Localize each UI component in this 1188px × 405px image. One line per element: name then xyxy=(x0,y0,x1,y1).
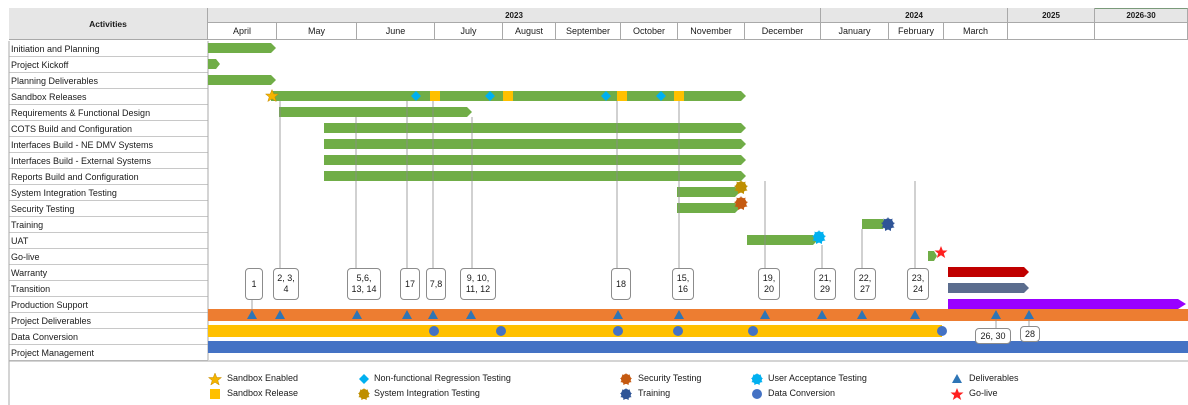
data-conversion-circle-icon xyxy=(613,326,623,336)
legend-nfr-testing-label: Non-functional Regression Testing xyxy=(374,373,511,383)
activity-project-kickoff: Project Kickoff xyxy=(9,57,208,73)
legend-sandbox-release-square-icon xyxy=(210,389,220,399)
legend-sit-gear-icon xyxy=(358,388,370,400)
activity-reports-build: Reports Build and Configuration xyxy=(9,169,208,185)
activity-warranty: Warranty xyxy=(9,265,208,281)
month-september: September xyxy=(556,23,621,40)
deliverable-callout: 15, 16 xyxy=(672,268,694,300)
activity-initiation-and-planning: Initiation and Planning xyxy=(9,41,208,57)
activity-go-live: Go-live xyxy=(9,249,208,265)
legend-uat-gear-icon xyxy=(751,373,763,385)
month-february: February xyxy=(889,23,944,40)
deliverable-callout: 1 xyxy=(245,268,263,300)
activity-interfaces-external: Interfaces Build - External Systems xyxy=(9,153,208,169)
legend-security-testing-label: Security Testing xyxy=(638,373,702,383)
sandbox-release-square-icon xyxy=(430,91,440,101)
data-conversion-circle-icon xyxy=(673,326,683,336)
deliverable-callout: 19, 20 xyxy=(758,268,780,300)
bar-sit xyxy=(677,187,740,197)
year-2023: 2023 xyxy=(208,8,821,23)
bar-production-support xyxy=(948,299,1186,309)
data-conversion-circle-icon xyxy=(937,326,947,336)
training-gear-icon xyxy=(881,217,895,231)
activity-sandbox-releases: Sandbox Releases xyxy=(9,89,208,105)
year-2024: 2024 xyxy=(821,8,1008,23)
activity-cots-build: COTS Build and Configuration xyxy=(9,121,208,137)
deliverable-callout: 28 xyxy=(1020,326,1040,342)
activity-planning-deliverables: Planning Deliverables xyxy=(9,73,208,89)
bar-security-testing xyxy=(677,203,740,213)
deliverable-callout: 21, 29 xyxy=(814,268,836,300)
legend-go-live-star-icon xyxy=(951,388,964,400)
activity-interfaces-ne-dmv: Interfaces Build - NE DMV Systems xyxy=(9,137,208,153)
legend-nfr-diamond-icon xyxy=(359,374,369,384)
bar-project-kickoff xyxy=(208,59,220,69)
month-december: December xyxy=(745,23,821,40)
data-conversion-circle-icon xyxy=(748,326,758,336)
activity-system-integration-testing: System Integration Testing xyxy=(9,185,208,201)
bar-interfaces-external xyxy=(324,155,746,165)
data-conversion-circle-icon xyxy=(496,326,506,336)
activity-uat: UAT xyxy=(9,233,208,249)
deliverable-callout: 23, 24 xyxy=(907,268,929,300)
bar-reports-build xyxy=(324,171,746,181)
bar-project-management xyxy=(208,341,1188,353)
activity-project-management: Project Management xyxy=(9,345,208,361)
year-2025: 2025 xyxy=(1008,8,1095,23)
bar-uat xyxy=(747,235,818,245)
activity-production-support: Production Support xyxy=(9,297,208,313)
sandbox-release-square-icon xyxy=(503,91,513,101)
bar-warranty xyxy=(948,267,1029,277)
month-june: June xyxy=(357,23,435,40)
deliverable-callout: 18 xyxy=(611,268,631,300)
month-october: October xyxy=(621,23,678,40)
deliverable-callout: 17 xyxy=(400,268,420,300)
legend-go-live-label: Go-live xyxy=(969,388,998,398)
legend-deliverable-triangle-icon xyxy=(952,374,962,383)
bar-initiation-planning xyxy=(208,43,276,53)
deliverable-callout: 22, 27 xyxy=(854,268,876,300)
legend-security-gear-icon xyxy=(620,373,632,385)
legend-sit-label: System Integration Testing xyxy=(374,388,480,398)
bar-go-live xyxy=(928,251,937,261)
sandbox-release-square-icon xyxy=(674,91,684,101)
month-january: January xyxy=(821,23,889,40)
bar-planning-deliverables xyxy=(208,75,276,85)
activity-training: Training xyxy=(9,217,208,233)
legend-deliverables-label: Deliverables xyxy=(969,373,1019,383)
deliverable-callout: 9, 10, 11, 12 xyxy=(460,268,496,300)
deliverable-callout: 26, 30 xyxy=(975,328,1011,344)
activity-data-conversion: Data Conversion xyxy=(9,329,208,345)
deliverable-callout: 7,8 xyxy=(426,268,446,300)
month-august: August xyxy=(503,23,556,40)
year-2026-30: 2026-30 xyxy=(1095,8,1188,23)
deliverable-callout: 5,6, 13, 14 xyxy=(347,268,381,300)
activity-security-testing: Security Testing xyxy=(9,201,208,217)
bar-requirements xyxy=(279,107,472,117)
bar-data-conversion xyxy=(208,325,942,337)
deliverable-callout: 2, 3, 4 xyxy=(273,268,299,300)
legend-training-gear-icon xyxy=(620,388,632,400)
month-may: May xyxy=(277,23,357,40)
activity-transition: Transition xyxy=(9,281,208,297)
month-july: July xyxy=(435,23,503,40)
month-november: November xyxy=(678,23,745,40)
activity-project-deliverables: Project Deliverables xyxy=(9,313,208,329)
legend-uat-label: User Acceptance Testing xyxy=(768,373,867,383)
legend-data-conversion-circle-icon xyxy=(752,389,762,399)
bar-interfaces-ne-dmv xyxy=(324,139,746,149)
legend-sandbox-enabled-star-icon xyxy=(209,373,222,385)
legend-sandbox-release-label: Sandbox Release xyxy=(227,388,299,398)
bar-cots-build xyxy=(324,123,746,133)
bar-transition xyxy=(948,283,1029,293)
legend-training-label: Training xyxy=(638,388,671,398)
legend-data-conversion-label: Data Conversion xyxy=(768,388,836,398)
legend-sandbox-enabled-label: Sandbox Enabled xyxy=(227,373,299,383)
activity-requirements-functional-design: Requirements & Functional Design xyxy=(9,105,208,121)
sandbox-release-square-icon xyxy=(617,91,627,101)
month-april: April xyxy=(208,23,277,40)
activities-header: Activities xyxy=(9,8,208,40)
month-march: March xyxy=(944,23,1008,40)
data-conversion-circle-icon xyxy=(429,326,439,336)
